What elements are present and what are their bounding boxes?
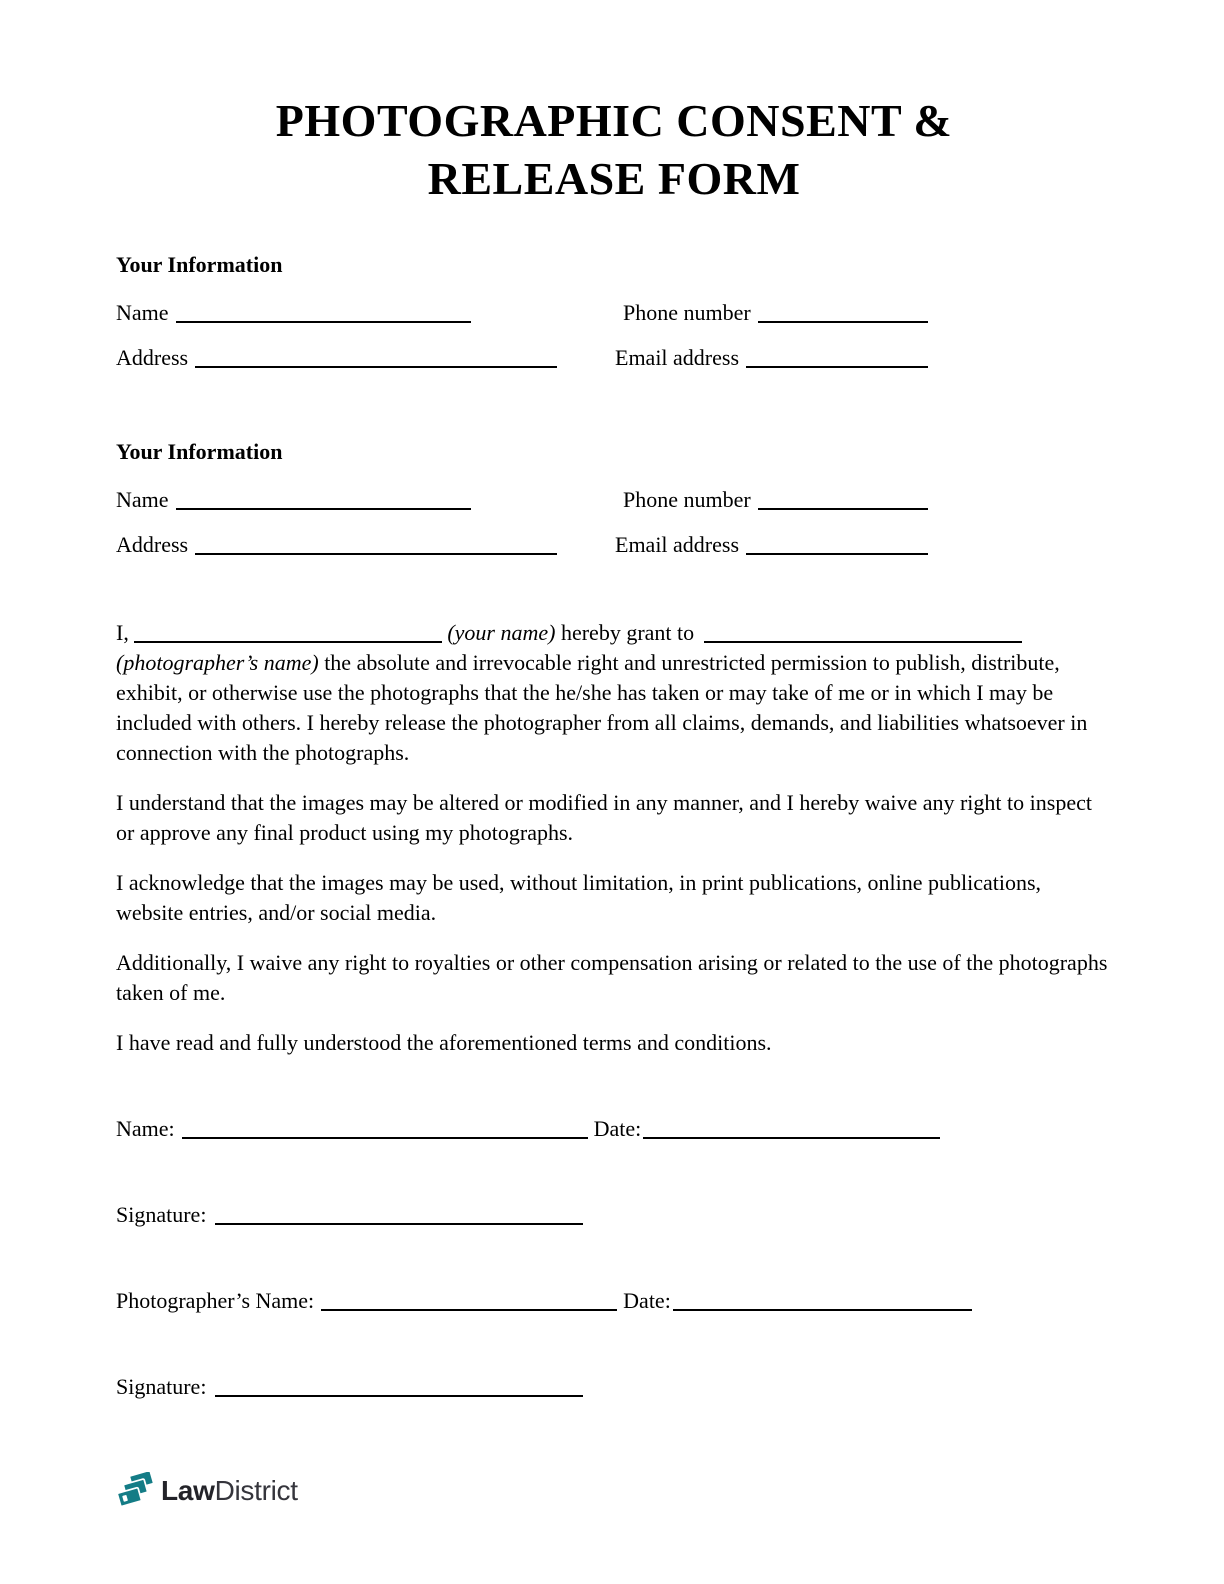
logo-text-district: District xyxy=(214,1475,298,1506)
address-label: Address xyxy=(116,345,189,370)
photographer-signature-row xyxy=(116,1372,1112,1402)
lawdistrict-logo xyxy=(116,1472,1112,1580)
grant-prefix: I, xyxy=(116,620,129,645)
section-heading: Your Information xyxy=(116,252,283,277)
email-blank-line xyxy=(746,533,928,555)
address-field xyxy=(116,343,615,373)
photographer-signature-label: Signature: xyxy=(116,1374,207,1399)
address-label: Address xyxy=(116,532,189,557)
logo-text-law: Law xyxy=(161,1475,215,1506)
phone-field xyxy=(615,485,1112,515)
subject-signature-row xyxy=(116,1200,1112,1230)
page-title-line1: PHOTOGRAPHIC CONSENT & xyxy=(275,95,953,146)
name-field xyxy=(116,485,615,515)
photographer-name-blank-line xyxy=(321,1289,617,1311)
section-heading: Your Information xyxy=(116,439,283,464)
grant-body: the absolute and irrevocable right and unrestricted permission to publish, distribute, exhibit, or otherwise use the photographs that the he/she has taken or may take of me or in which I may be included with others. I hereby release the photographer from all claims, demands, and liabilities whatsoever in connection with the photographs. xyxy=(116,650,1088,765)
paragraph-read-understood: I have read and fully understood the aforementioned terms and conditions. xyxy=(116,1030,772,1055)
photographer-name-label: Photographer’s Name: xyxy=(116,1288,315,1313)
lawdistrict-logo-text xyxy=(161,1473,298,1509)
page-title-line2: RELEASE FORM xyxy=(427,153,801,204)
name-blank-line xyxy=(176,488,471,510)
email-label: Email address xyxy=(615,532,740,557)
photographer-name-date-row xyxy=(116,1286,1112,1316)
grant-text: hereby grant to xyxy=(560,620,695,645)
paragraph-acknowledge: I acknowledge that the images may be used, without limitation, in print publications, online publications, website entries, and/or social media. xyxy=(116,870,1042,925)
your-name-hint: (your name) xyxy=(447,620,556,645)
grant-paragraph xyxy=(116,618,1112,768)
subject-name-blank-line xyxy=(182,1117,588,1139)
name-blank-line xyxy=(176,301,471,323)
address-field xyxy=(116,530,615,560)
subject-date-label: Date: xyxy=(593,1116,642,1141)
phone-field xyxy=(615,298,1112,328)
your-information-section-1 xyxy=(116,250,1112,373)
lawdistrict-logo-icon xyxy=(116,1472,154,1510)
email-blank-line xyxy=(746,346,928,368)
field-grid xyxy=(116,485,1112,560)
subject-date-blank-line xyxy=(643,1117,940,1139)
paragraph-understand: I understand that the images may be altered or modified in any manner, and I hereby waive any right to inspect or approve any final product using my photographs. xyxy=(116,790,1092,845)
subject-signature-label: Signature: xyxy=(116,1202,207,1227)
email-field xyxy=(615,343,1112,373)
field-grid xyxy=(116,298,1112,373)
photographer-date-blank-line xyxy=(673,1289,972,1311)
your-information-section-2 xyxy=(116,437,1112,560)
subject-name-date-row xyxy=(116,1114,1112,1144)
name-label: Name xyxy=(116,487,169,512)
phone-blank-line xyxy=(758,301,928,323)
photographer-signature-blank-line xyxy=(215,1375,583,1397)
address-blank-line xyxy=(195,346,557,368)
your-name-blank-line xyxy=(134,621,442,643)
subject-name-label: Name: xyxy=(116,1116,175,1141)
email-label: Email address xyxy=(615,345,740,370)
photographer-name-blank-line xyxy=(704,621,1022,643)
address-blank-line xyxy=(195,533,557,555)
name-field xyxy=(116,298,615,328)
phone-label: Phone number xyxy=(623,487,751,512)
phone-blank-line xyxy=(758,488,928,510)
photographer-name-hint: (photographer’s name) xyxy=(116,650,319,675)
email-field xyxy=(615,530,1112,560)
page-title xyxy=(116,0,1112,208)
subject-signature-blank-line xyxy=(215,1203,583,1225)
name-label: Name xyxy=(116,300,169,325)
photographer-date-label: Date: xyxy=(623,1288,671,1313)
phone-label: Phone number xyxy=(623,300,751,325)
paragraph-royalties: Additionally, I waive any right to royalties or other compensation arising or related to the use of the photographs taken of me. xyxy=(116,950,1108,1005)
